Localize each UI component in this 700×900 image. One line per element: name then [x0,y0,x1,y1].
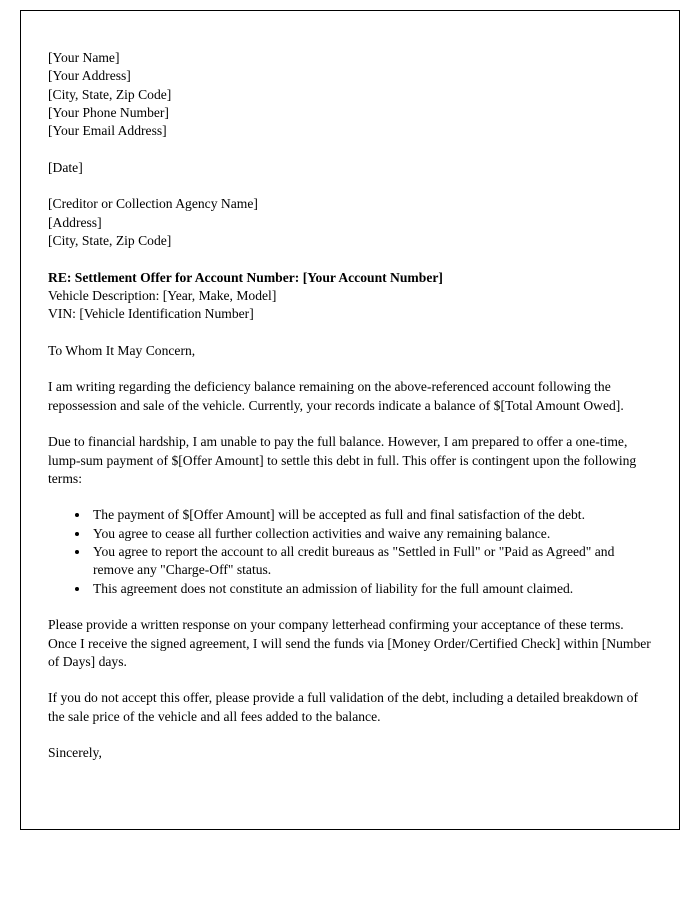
spacer [48,140,652,158]
terms-list [48,506,652,597]
terms-list-item: • You agree to report the account to all credit bureaus as "Settled in Full" or "Paid as Agreed" and remove any "Charge-Off" status. [90,543,652,580]
spacer [48,177,652,195]
terms-list-item: • The payment of $[Offer Amount] will be accepted as full and final satisfaction of the debt. [90,506,652,524]
recipient-name-line: [Creditor or Collection Agency Name] [48,196,258,212]
salutation: To Whom It May Concern, [48,342,196,358]
sender-address-line: [Your Address] [48,68,131,84]
sender-email-line: [Your Email Address] [48,123,167,139]
sender-phone-line: [Your Phone Number] [48,104,169,120]
terms-list-item: • You agree to cease all further collection activities and waive any remaining balance. [90,525,652,543]
recipient-address-line: [Address] [48,214,102,230]
date-line: [Date] [48,159,83,175]
terms-list-item: • This agreement does not constitute an admission of liability for the full amount claimed. [90,580,652,598]
letter-page [20,10,680,830]
recipient-city-line: [City, State, Zip Code] [48,232,172,248]
sender-address-block [48,49,652,140]
subject-line: RE: Settlement Offer for Account Number: [Your Account Number] [48,269,443,285]
body-paragraph-1: I am writing regarding the deficiency balance remaining on the above-referenced account following the repossession and sale of the vehicle. Currently, your records indicate a balance of $[Total Amount Owed]. [48,379,624,413]
closing-line: Sincerely, [48,745,102,761]
sender-city-line: [City, State, Zip Code] [48,86,172,102]
spacer [48,250,652,268]
body-paragraph-4: If you do not accept this offer, please provide a full validation of the debt, including a detailed breakdown of the sale price of the vehicle and all fees added to the balance. [48,690,638,724]
vin-line: VIN: [Vehicle Identification Number] [48,306,254,322]
body-paragraph-3: Please provide a written response on your company letterhead confirming your acceptance of these terms. Once I receive the signed agreement, I will send the funds via [Money Order/Certified Check] within [Number of Days] days. [48,617,651,669]
vehicle-description-line: Vehicle Description: [Year, Make, Model] [48,287,277,303]
body-paragraph-2: Due to financial hardship, I am unable to pay the full balance. However, I am prepared to offer a one-time, lump-sum payment of $[Offer Amount] to settle this debt in full. This offer is contingent upon the following terms: [48,434,637,486]
recipient-address-block [48,195,652,250]
sender-name-line: [Your Name] [48,50,120,65]
spacer [48,323,652,341]
subject-block [48,269,652,324]
